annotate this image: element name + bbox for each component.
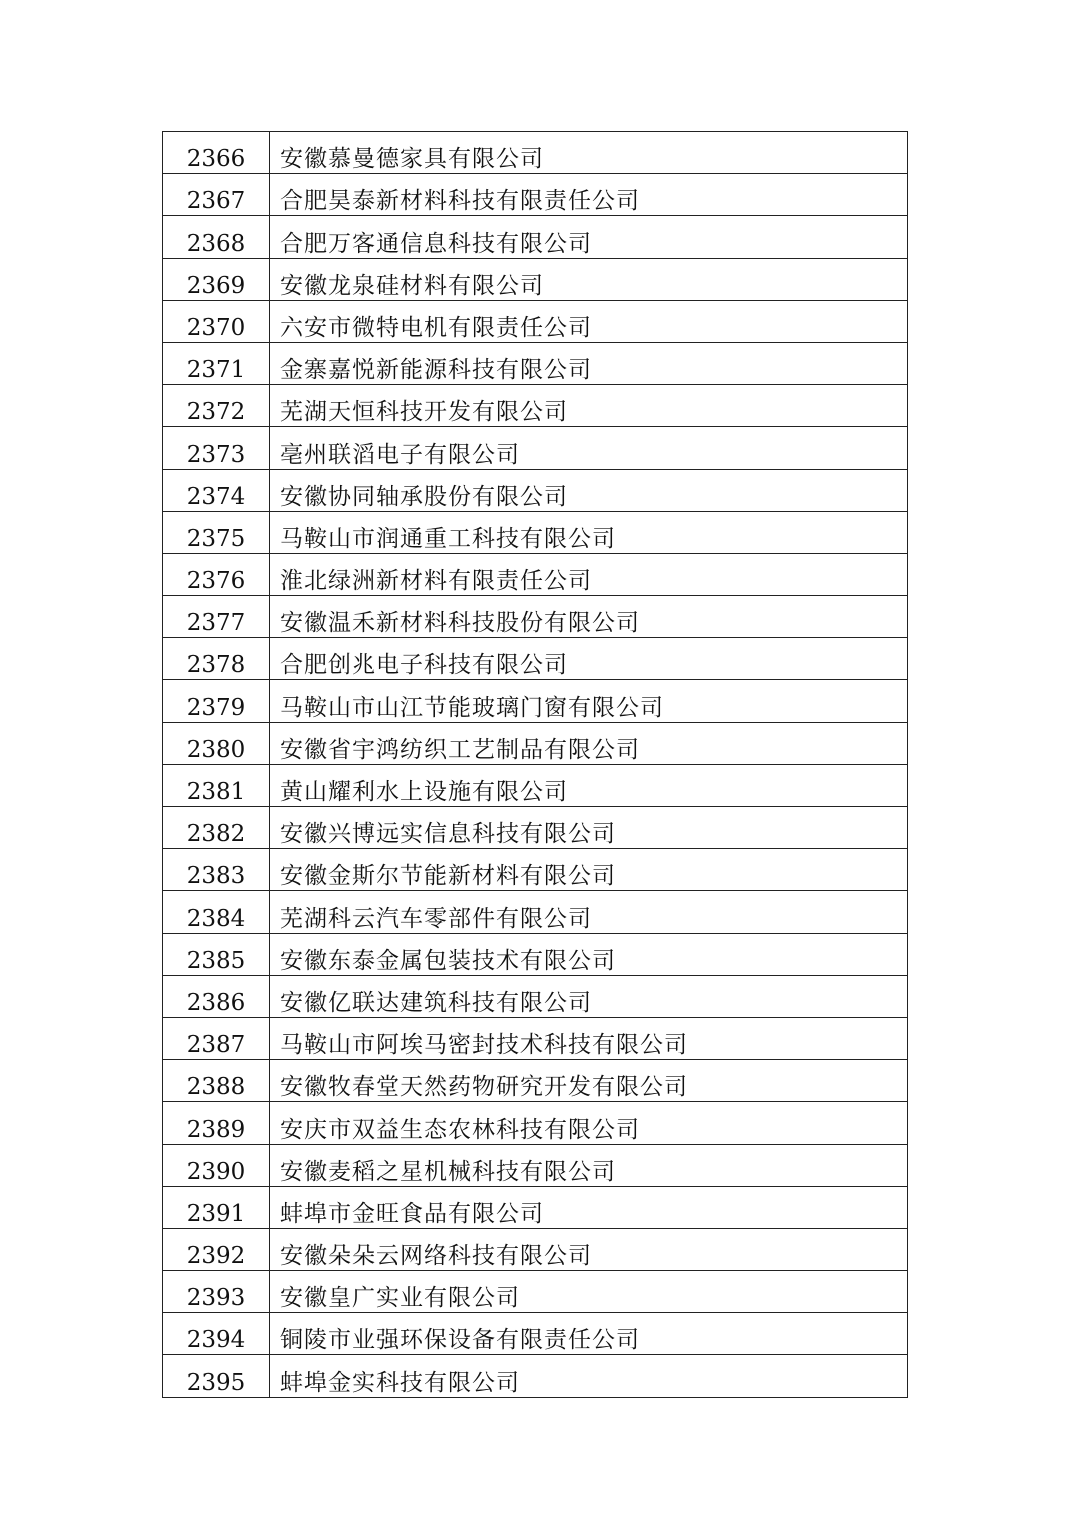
company-name: 马鞍山市润通重工科技有限公司 bbox=[270, 511, 908, 553]
row-number: 2371 bbox=[163, 342, 270, 384]
company-name: 安徽朵朵云网络科技有限公司 bbox=[270, 1228, 908, 1270]
table-row bbox=[163, 1102, 908, 1144]
company-name: 安徽协同轴承股份有限公司 bbox=[270, 469, 908, 511]
row-number: 2381 bbox=[163, 764, 270, 806]
row-number: 2373 bbox=[163, 427, 270, 469]
table-row bbox=[163, 680, 908, 722]
table-row bbox=[163, 764, 908, 806]
table-row bbox=[163, 1228, 908, 1270]
table-row bbox=[163, 342, 908, 384]
company-name: 淮北绿洲新材料有限责任公司 bbox=[270, 553, 908, 595]
row-number: 2378 bbox=[163, 638, 270, 680]
company-name: 安徽省宇鸿纺织工艺制品有限公司 bbox=[270, 722, 908, 764]
table-row bbox=[163, 300, 908, 342]
company-name: 六安市微特电机有限责任公司 bbox=[270, 300, 908, 342]
company-name: 安徽龙泉硅材料有限公司 bbox=[270, 258, 908, 300]
row-number: 2392 bbox=[163, 1228, 270, 1270]
table-row bbox=[163, 258, 908, 300]
row-number: 2372 bbox=[163, 385, 270, 427]
company-name: 安徽牧春堂天然药物研究开发有限公司 bbox=[270, 1060, 908, 1102]
table-row bbox=[163, 132, 908, 174]
company-list-body bbox=[163, 132, 908, 1398]
row-number: 2394 bbox=[163, 1313, 270, 1355]
row-number: 2385 bbox=[163, 933, 270, 975]
row-number: 2366 bbox=[163, 132, 270, 174]
company-name: 马鞍山市山江节能玻璃门窗有限公司 bbox=[270, 680, 908, 722]
row-number: 2386 bbox=[163, 975, 270, 1017]
table-row bbox=[163, 1186, 908, 1228]
table-row bbox=[163, 933, 908, 975]
row-number: 2384 bbox=[163, 891, 270, 933]
table-row bbox=[163, 427, 908, 469]
company-name: 亳州联滔电子有限公司 bbox=[270, 427, 908, 469]
company-name: 蚌埠金实科技有限公司 bbox=[270, 1355, 908, 1397]
table-row bbox=[163, 1271, 908, 1313]
row-number: 2380 bbox=[163, 722, 270, 764]
company-name: 铜陵市业强环保设备有限责任公司 bbox=[270, 1313, 908, 1355]
table-row bbox=[163, 553, 908, 595]
table-row bbox=[163, 469, 908, 511]
company-name: 合肥万客通信息科技有限公司 bbox=[270, 216, 908, 258]
row-number: 2388 bbox=[163, 1060, 270, 1102]
row-number: 2370 bbox=[163, 300, 270, 342]
company-name: 芜湖天恒科技开发有限公司 bbox=[270, 385, 908, 427]
table-row bbox=[163, 511, 908, 553]
table-row bbox=[163, 975, 908, 1017]
row-number: 2387 bbox=[163, 1017, 270, 1059]
company-name: 安徽金斯尔节能新材料有限公司 bbox=[270, 849, 908, 891]
row-number: 2395 bbox=[163, 1355, 270, 1397]
company-name: 安徽兴博远实信息科技有限公司 bbox=[270, 807, 908, 849]
company-name: 马鞍山市阿埃马密封技术科技有限公司 bbox=[270, 1017, 908, 1059]
table-row bbox=[163, 1060, 908, 1102]
row-number: 2390 bbox=[163, 1144, 270, 1186]
row-number: 2367 bbox=[163, 174, 270, 216]
row-number: 2391 bbox=[163, 1186, 270, 1228]
company-name: 安徽东泰金属包装技术有限公司 bbox=[270, 933, 908, 975]
table-row bbox=[163, 174, 908, 216]
table-row bbox=[163, 385, 908, 427]
company-name: 安徽亿联达建筑科技有限公司 bbox=[270, 975, 908, 1017]
table-row bbox=[163, 1017, 908, 1059]
table-row bbox=[163, 849, 908, 891]
row-number: 2369 bbox=[163, 258, 270, 300]
row-number: 2382 bbox=[163, 807, 270, 849]
table-row bbox=[163, 596, 908, 638]
table-row bbox=[163, 1144, 908, 1186]
row-number: 2374 bbox=[163, 469, 270, 511]
table-row bbox=[163, 722, 908, 764]
row-number: 2375 bbox=[163, 511, 270, 553]
company-name: 芜湖科云汽车零部件有限公司 bbox=[270, 891, 908, 933]
company-name: 安徽慕曼德家具有限公司 bbox=[270, 132, 908, 174]
company-name: 安徽麦稻之星机械科技有限公司 bbox=[270, 1144, 908, 1186]
company-name: 合肥昊泰新材料科技有限责任公司 bbox=[270, 174, 908, 216]
company-name: 安庆市双益生态农林科技有限公司 bbox=[270, 1102, 908, 1144]
table-row bbox=[163, 1355, 908, 1397]
company-name: 合肥创兆电子科技有限公司 bbox=[270, 638, 908, 680]
table-row bbox=[163, 216, 908, 258]
row-number: 2377 bbox=[163, 596, 270, 638]
row-number: 2393 bbox=[163, 1271, 270, 1313]
row-number: 2389 bbox=[163, 1102, 270, 1144]
company-list-table bbox=[162, 131, 908, 1398]
table-row bbox=[163, 891, 908, 933]
table-row bbox=[163, 807, 908, 849]
row-number: 2379 bbox=[163, 680, 270, 722]
company-name: 金寨嘉悦新能源科技有限公司 bbox=[270, 342, 908, 384]
company-name: 蚌埠市金旺食品有限公司 bbox=[270, 1186, 908, 1228]
row-number: 2368 bbox=[163, 216, 270, 258]
company-name: 安徽皇广实业有限公司 bbox=[270, 1271, 908, 1313]
row-number: 2376 bbox=[163, 553, 270, 595]
company-name: 黄山耀利水上设施有限公司 bbox=[270, 764, 908, 806]
company-name: 安徽温禾新材料科技股份有限公司 bbox=[270, 596, 908, 638]
row-number: 2383 bbox=[163, 849, 270, 891]
table-row bbox=[163, 638, 908, 680]
table-row bbox=[163, 1313, 908, 1355]
